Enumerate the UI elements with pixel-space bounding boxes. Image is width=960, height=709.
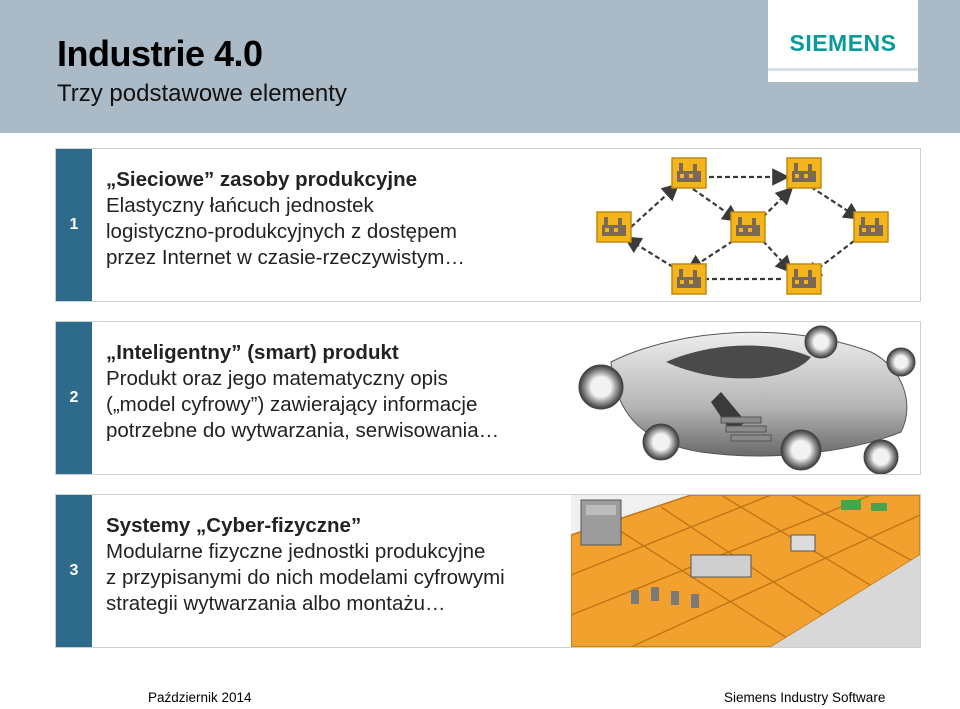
- row-text-2: [106, 340, 576, 444]
- element-row-3: [55, 494, 921, 648]
- footer-company: Siemens Industry Software: [724, 690, 886, 705]
- factory-network-icon: [571, 149, 920, 301]
- logo-text: SIEMENS: [789, 30, 897, 56]
- row-line: Modularne fizyczne jednostki produkcyjne: [106, 540, 486, 563]
- element-row-1: [55, 148, 921, 302]
- footer-date: Październik 2014: [148, 690, 252, 705]
- car-exploded-view-image: [571, 322, 920, 474]
- row-line: („model cyfrowy”) zawierający informacje: [106, 393, 478, 416]
- row-line: przez Internet w czasie-rzeczywistym…: [106, 246, 465, 269]
- row-line: z przypisanymi do nich modelami cyfrowymi: [106, 566, 505, 589]
- row-line: logistyczno-produkcyjnych z dostępem: [106, 220, 457, 243]
- row-line: Elastyczny łańcuch jednostek: [106, 194, 374, 217]
- slide-header: [0, 0, 960, 133]
- slide-title: Industrie 4.0: [57, 33, 263, 74]
- row-line: potrzebne do wytwarzania, serwisowania…: [106, 419, 500, 442]
- siemens-logo: [768, 0, 918, 82]
- row-line: Produkt oraz jego matematyczny opis: [106, 367, 448, 390]
- row-text-1: [106, 167, 576, 271]
- row-number-3: 3: [56, 495, 92, 647]
- production-modules-image: [571, 495, 920, 647]
- row-line: strategii wytwarzania albo montażu…: [106, 592, 446, 615]
- row-number-1: 1: [56, 149, 92, 301]
- slide-subtitle: Trzy podstawowe elementy: [57, 80, 347, 107]
- logo-underline: [768, 68, 918, 71]
- row-number-2: 2: [56, 322, 92, 474]
- row-text-3: [106, 513, 576, 617]
- row-heading-3: Systemy „Cyber-fizyczne”: [106, 514, 362, 537]
- element-row-2: [55, 321, 921, 475]
- row-heading-1: „Sieciowe” zasoby produkcyjne: [106, 168, 418, 191]
- row-heading-2: „Inteligentny” (smart) produkt: [106, 341, 399, 364]
